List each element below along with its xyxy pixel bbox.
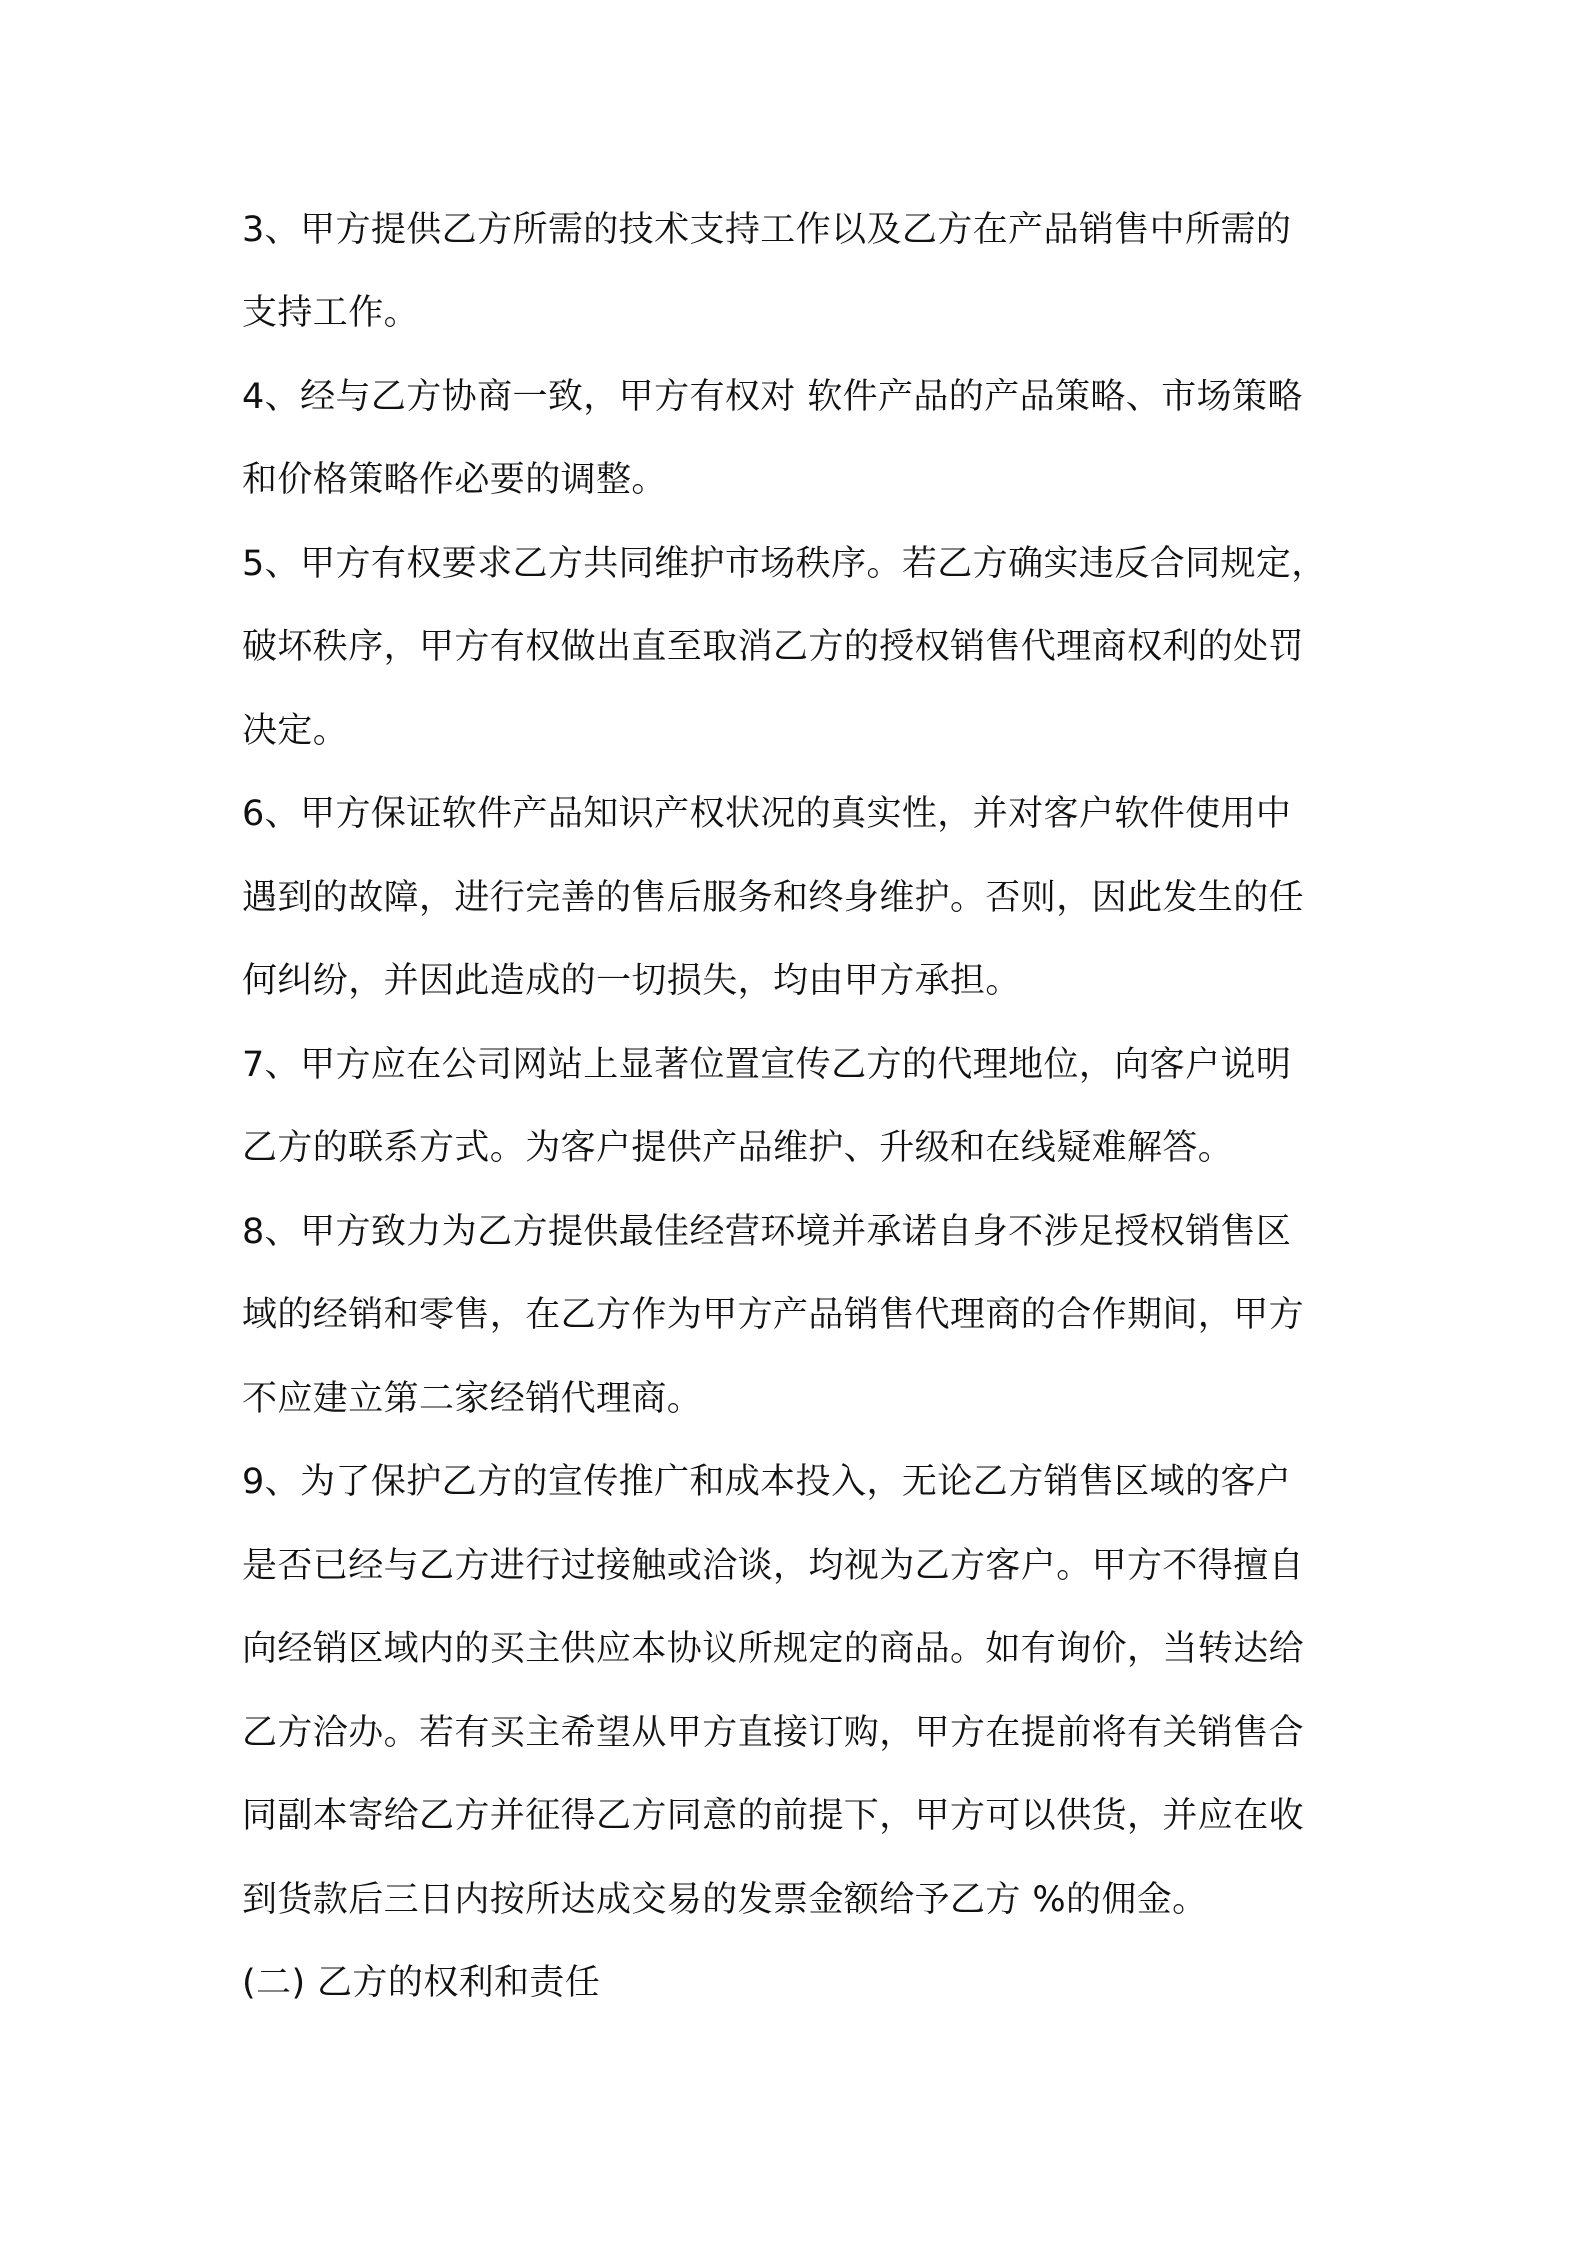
clause-9-line-6: 到货款后三日内按所达成交易的发票金额给予乙方 %的佣金。: [242, 1880, 1208, 1920]
clause-6-line-2: 遇到的故障，进行完善的售后服务和终身维护。否则，因此发生的任: [242, 878, 1305, 918]
clause-8-line-2: 域的经销和零售，在乙方作为甲方产品销售代理商的合作期间，甲方: [242, 1295, 1305, 1335]
clause-9-line-4: 乙方洽办。若有买主希望从甲方直接订购，甲方在提前将有关销售合: [242, 1713, 1305, 1753]
clause-9-line-5: 同副本寄给乙方并征得乙方同意的前提下，甲方可以供货，并应在收: [242, 1796, 1305, 1836]
clause-6-line-1: 6、甲方保证软件产品知识产权状况的真实性，并对客户软件使用中: [242, 794, 1292, 834]
clause-8-line-1: 8、甲方致力为乙方提供最佳经营环境并承诺自身不涉足授权销售区: [242, 1212, 1292, 1252]
clause-5-line-3: 决定。: [242, 711, 349, 751]
clause-9-line-1: 9、为了保护乙方的宣传推广和成本投入，无论乙方销售区域的客户: [242, 1462, 1292, 1502]
clause-9-line-2: 是否已经与乙方进行过接触或洽谈，均视为乙方客户。甲方不得擅自: [242, 1546, 1305, 1586]
clause-9-line-3: 向经销区域内的买主供应本协议所规定的商品。如有询价，当转达给: [242, 1629, 1305, 1669]
clause-7-line-1: 7、甲方应在公司网站上显著位置宣传乙方的代理地位，向客户说明: [242, 1045, 1292, 1085]
clause-4-line-2: 和价格策略作必要的调整。: [242, 460, 667, 500]
clause-4-line-1: 4、经与乙方协商一致，甲方有权对 软件产品的产品策略、市场策略: [242, 377, 1303, 417]
clause-5-line-1: 5、甲方有权要求乙方共同维护市场秩序。若乙方确实违反合同规定，: [242, 544, 1327, 584]
clause-3-line-2: 支持工作。: [242, 293, 420, 333]
clause-5-line-2: 破坏秩序，甲方有权做出直至取消乙方的授权销售代理商权利的处罚: [242, 627, 1305, 667]
section-heading-party-b-rights: (二) 乙方的权利和责任: [242, 1963, 601, 2003]
clause-8-line-3: 不应建立第二家经销代理商。: [242, 1379, 703, 1419]
clause-7-line-2: 乙方的联系方式。为客户提供产品维护、升级和在线疑难解答。: [242, 1128, 1234, 1168]
clause-6-line-3: 何纠纷，并因此造成的一切损失，均由甲方承担。: [242, 961, 1021, 1001]
clause-3-line-1: 3、甲方提供乙方所需的技术支持工作以及乙方在产品销售中所需的: [242, 210, 1292, 250]
